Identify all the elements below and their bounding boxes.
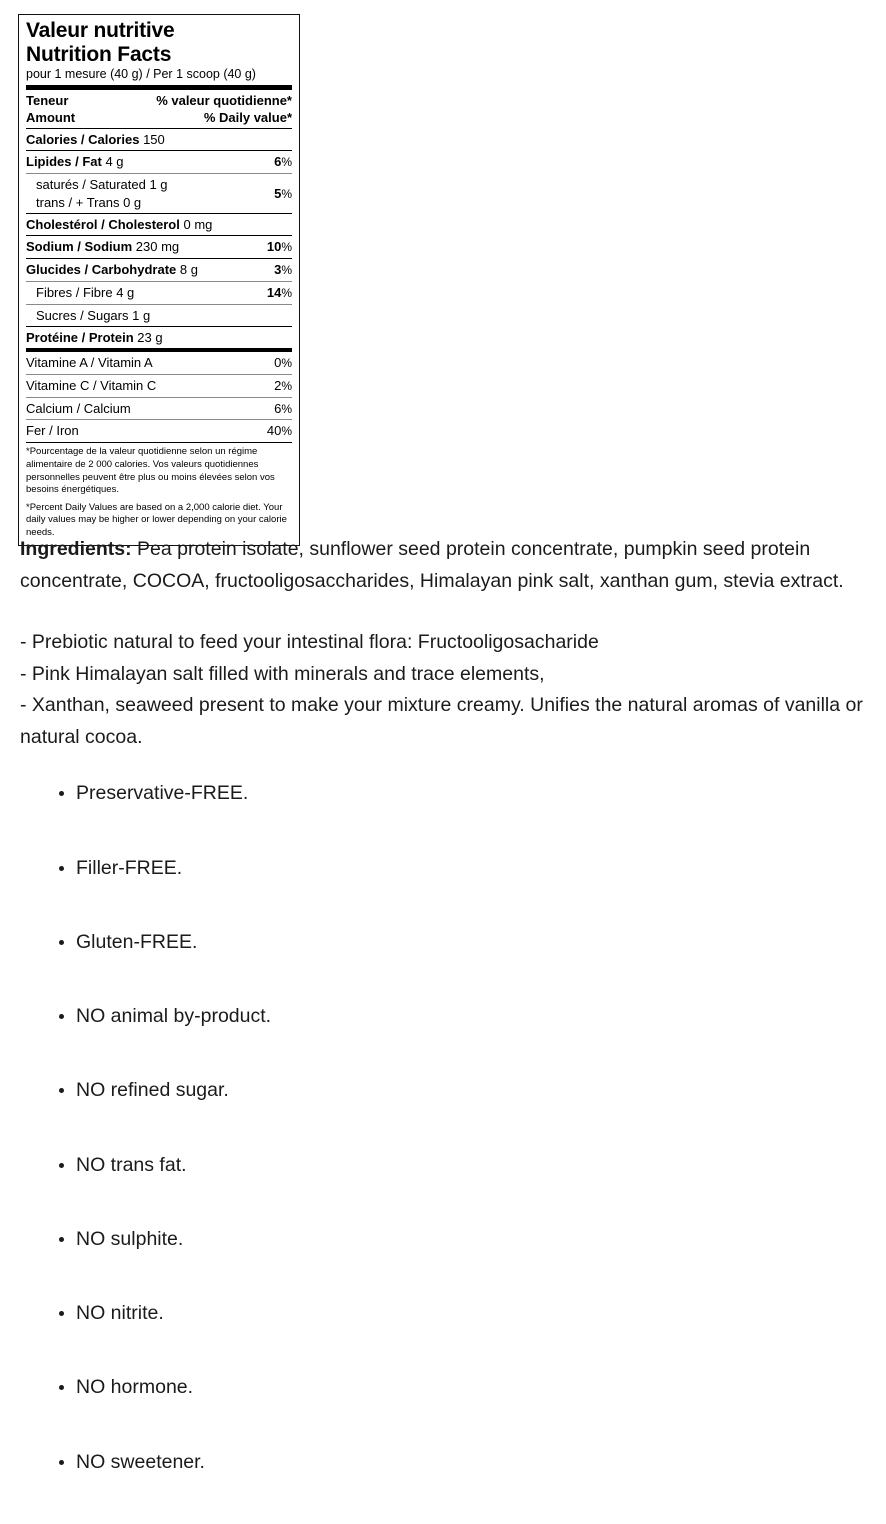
saturated-label: saturés / Saturated 1 g [36, 176, 168, 192]
sugars-label: Sucres / Sugars [36, 307, 129, 323]
row-fat [26, 151, 292, 173]
vitamin-a-label: Vitamine A / Vitamin A [26, 355, 153, 370]
row-vitamin-c [26, 375, 292, 397]
sugars-value: 1 g [132, 307, 151, 323]
ingredients-paragraph [20, 534, 866, 597]
row-cholesterol [26, 214, 292, 235]
iron-label: Fer / Iron [26, 423, 79, 439]
row-carbohydrate [26, 259, 292, 281]
carbohydrate-label: Glucides / Carbohydrate [26, 262, 177, 278]
column-header-amount-fr: Teneur [26, 92, 69, 108]
fat-value: 4 g [105, 154, 124, 170]
list-item: • Preservative-FREE. [76, 779, 866, 808]
product-description [20, 534, 866, 1522]
iron-dv: 40 [266, 423, 282, 439]
calcium-dv: 6 [274, 400, 282, 416]
footnote-block [26, 443, 292, 539]
row-fibre [26, 282, 292, 304]
carbohydrate-dv-unit: % [281, 263, 292, 278]
claims-list [20, 779, 866, 1477]
fibre-value: 4 g [116, 284, 135, 300]
vitamin-a-dv-unit: % [281, 356, 292, 370]
sodium-dv-unit: % [281, 240, 292, 255]
protein-value: 23 g [137, 329, 163, 345]
note-prebiotic: - Prebiotic natural to feed your intestinal flora: Fructooligosacharide [20, 631, 599, 654]
column-header-daily-en: % Daily value* [203, 109, 292, 125]
cholesterol-label: Cholestérol / Cholesterol [26, 217, 180, 233]
calories-label: Calories / Calories [26, 131, 140, 147]
label-title-en: Nutrition Facts [26, 42, 172, 66]
label-title-fr: Valeur nutritive [26, 19, 175, 42]
note-xanthan: - Xanthan, seaweed present to make your mixture creamy. Unifies the natural aromas of vanilla or natural cocoa. [20, 694, 863, 748]
column-header-amount-en: Amount [26, 109, 76, 125]
ingredients-text: Pea protein isolate, sunflower seed protein concentrate, pumpkin seed protein concentrate, COCOA, fructooligosaccharides, Himalayan pink salt, xanthan gum, stevia extract. [20, 538, 844, 592]
calories-value: 150 [143, 131, 165, 147]
iron-dv-unit: % [281, 424, 292, 439]
list-item: • NO refined sugar. [76, 1076, 866, 1105]
footnote-fr: *Pourcentage de la valeur quotidienne selon un régime alimentaire de 2 000 calories. Vos valeurs quotidiennes personnelles peuvent être plus ou moins élevées selon vos besoins énergétiques. [26, 446, 275, 496]
row-iron [26, 420, 292, 442]
calcium-dv-unit: % [281, 401, 292, 416]
list-item: • NO hormone. [76, 1373, 866, 1402]
note-himalayan-salt: - Pink Himalayan salt filled with minerals and trace elements, [20, 662, 545, 685]
fibre-label: Fibres / Fibre [36, 284, 113, 300]
row-sodium [26, 236, 292, 258]
list-item: • NO nitrite. [76, 1299, 866, 1328]
vitamin-c-label: Vitamine C / Vitamin C [26, 377, 157, 393]
column-header-daily-fr: % valeur quotidienne* [156, 92, 292, 108]
carbohydrate-value: 8 g [179, 262, 198, 278]
column-header-row [26, 90, 292, 128]
fat-label: Lipides / Fat [26, 154, 102, 170]
fat-dv: 6 [274, 154, 282, 170]
sodium-value: 230 mg [135, 239, 180, 255]
row-saturated-trans [26, 174, 292, 213]
sodium-label: Sodium / Sodium [26, 239, 133, 255]
row-sugars [26, 305, 292, 326]
fibre-dv-unit: % [281, 285, 292, 300]
vitamin-c-dv-unit: % [281, 378, 292, 393]
vitamin-a-dv: 0 [274, 355, 282, 370]
list-item: • NO sweetener. [76, 1448, 866, 1477]
calcium-label: Calcium / Calcium [26, 400, 131, 416]
row-vitamin-a [26, 352, 292, 374]
cholesterol-value: 0 mg [183, 217, 213, 233]
protein-label: Protéine / Protein [26, 329, 134, 345]
list-item: • NO animal by-product. [76, 1002, 866, 1031]
row-protein [26, 327, 292, 348]
list-item: • NO trans fat. [76, 1151, 866, 1180]
serving-size: pour 1 mesure (40 g) / Per 1 scoop (40 g) [26, 67, 256, 82]
saturated-trans-dv-unit: % [281, 186, 292, 201]
footnote-en: *Percent Daily Values are based on a 2,000 calorie diet. Your daily values may be higher or lower depending on your calorie needs. [26, 501, 287, 539]
notes-block [20, 627, 866, 753]
saturated-trans-dv: 5 [274, 185, 282, 201]
row-calories [26, 129, 292, 150]
fibre-dv: 14 [266, 284, 282, 300]
carbohydrate-dv: 3 [274, 262, 282, 278]
vitamin-c-dv: 2 [274, 377, 282, 393]
list-item: • Filler-FREE. [76, 854, 866, 883]
row-calcium [26, 398, 292, 420]
trans-label: trans / + Trans 0 g [36, 194, 142, 210]
nutrition-facts-panel [18, 14, 300, 546]
fat-dv-unit: % [281, 155, 292, 170]
sodium-dv: 10 [266, 239, 282, 255]
ingredients-label: Ingredients: [20, 538, 132, 560]
list-item: • Gluten-FREE. [76, 928, 866, 957]
list-item: • NO sulphite. [76, 1225, 866, 1254]
